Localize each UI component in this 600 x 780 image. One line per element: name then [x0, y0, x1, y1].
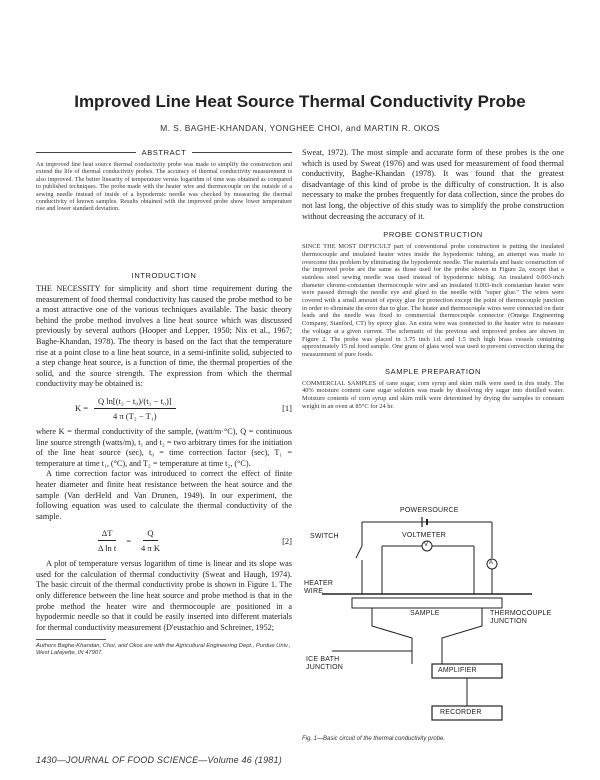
equation-1	[36, 396, 292, 421]
right-column	[302, 148, 564, 411]
equation-2-label: [2]	[282, 535, 292, 546]
label-sample: SAMPLE	[410, 610, 440, 617]
article-authors: M. S. BAGHE-KHANDAN, YONGHEE CHOI, and MARTIN R. OKOS	[160, 123, 440, 133]
label-thermocouple-junction: THERMOCOUPLE JUNCTION	[490, 610, 552, 625]
abstract-rule-left	[36, 152, 136, 153]
equation-1-denominator: 4 π (T₂ − T₁)	[112, 410, 157, 421]
label-switch: SWITCH	[310, 533, 339, 540]
footnote-rule	[36, 639, 106, 640]
left-column	[36, 148, 292, 657]
label-ice-bath-junction: ICE BATH JUNCTION	[306, 656, 343, 671]
equation-1-numerator: Q ln[(t₂ − t₀)/(t₁ − t₀)]	[94, 396, 176, 409]
introduction-paragraph-1: THE NECESSITY for simplicity and short time requirement during the measurement of food thermal conductivity has caused the probe method to be a most attractive one of the various techniques available. The basic theory behind the probe method involves a line heat source which was discussed previously by several authors (Hooper and Lepper, 1950; Nix et al., 1967; Baghe-Khandan, 1978). The theory is based on the fact that the temperature rise at a point close to a line heat source, in a semi-infinite solid, subjected to a step change heat source, is a function of time, the thermal properties of the solid, and the source strength. The expression from which the thermal conductivity may be obtained is:	[36, 284, 292, 389]
label-heater-wire: HEATER WIRE	[304, 580, 334, 595]
label-amplifier: AMPLIFIER	[438, 667, 477, 674]
abstract-rule-right	[192, 152, 292, 153]
abstract-heading-text: ABSTRACT	[141, 148, 187, 157]
introduction-paragraph-4: A plot of temperature versus logarithm of time is linear and its slope was used for the calculation of thermal conductivity (Sweat and Haugh, 1974). The basic circuit of the thermal conductivity probe is shown in Figure 1. The only difference between the line heat source and probe method is that in the probe method the heater wire and thermocouple are positioned in a hypodermic needle so that it could be easily inserted into different materials for thermal conductivity measurement (D'eustachio and Schreiner, 1952;	[36, 559, 292, 632]
sample-preparation-heading: SAMPLE PREPARATION	[385, 366, 481, 376]
equation-2-left-fraction	[94, 528, 120, 553]
thermocouple-lead-2	[442, 608, 482, 664]
sample-preparation-text: COMMERCIAL SAMPLES of cane sugar, corn syrup and skim milk were used in this study. The 40% moisture content cane sugar solution was made by dissolving dry sugar into distilled water. Moisture contents of corn syrup and skim milk were determined by drying the samples to constant weight in an oven at 85°C for 24 hr.	[302, 379, 564, 410]
sample-container	[352, 598, 502, 608]
label-v-symbol: V	[424, 542, 429, 548]
switch-lever	[356, 546, 362, 558]
introduction-paragraph-3: A time correction factor was introduced to correct the effect of finite heater diameter and finite heat resistance between the heat source and the sample (Van derHeld and Van Drunen, 1949). In our experiment, the following equation was used to calculate the thermal conductivity of the sample.	[36, 469, 292, 521]
article-title: Improved Line Heat Source Thermal Conductivity Probe	[74, 92, 526, 111]
equation-2-right-numerator: Q	[143, 528, 157, 541]
equation-1-lhs: K =	[74, 403, 88, 414]
label-voltmeter: VOLTMETER	[402, 532, 447, 539]
label-a-symbol: A	[489, 560, 494, 566]
author-footnote: Authors Baghe-Khandan, Choi, and Okos are with the Agricultural Engineering Dept., Purdue Univ., West Lafayette, IN 47907.	[36, 643, 291, 657]
abstract-heading	[36, 148, 292, 157]
introduction-paragraph-2: where K = thermal conductivity of the sample, (watt/m·°C), Q = continuous line source strength (watts/m), t₁ and t₂ = two arbitrary times for the initiation of the line heat source (sec), t₀ = time correction factor (sec), T₁ = temperature at time t₁, (°C), and T₂ = temperature at time t₂, (°C).	[36, 426, 292, 468]
introduction-continued: Sweat, 1972). The most simple and accurate form of these probes is the one which is used by Sweat (1976) and was used for measurement of food thermal conductivity, Baghe-Khandan (1978). It was found that the greatest disadvantage of this kind of probe is the difficulty of construction. It is also necessary to make the probes frequently for data collection, since the probes do not last long, the objective of this study was to simplify the probe construction without decreasing the accuracy of it.	[302, 148, 564, 221]
label-recorder: RECORDER	[440, 709, 482, 716]
equation-2-left-denominator: Δ ln t	[98, 543, 117, 554]
abstract-text: An improved line heat source thermal conductivity probe was made to simplify the construction and extend the life of thermal conductivity probes. The accuracy of thermal conductivity measurement is also improved. The better linearity of temperature versus logarithm of time was obtained as compared to published techniques. The probe made with the heater wire and thermocouple on the outside of a sewing needle instead of inside of a hypodermic needle was checked by measuring the thermal conductivity of known samples. Results obtained with the improved probe show lower temperature rise and lower standard deviation.	[36, 161, 292, 213]
equation-1-fraction	[94, 396, 176, 421]
equation-2-right-denominator: 4 π K	[141, 543, 160, 554]
thermocouple-lead-1	[372, 608, 412, 664]
figure-1-circuit	[302, 506, 564, 738]
equation-2-right-fraction	[137, 528, 164, 553]
equation-1-label: [1]	[282, 403, 292, 414]
equation-2	[36, 528, 292, 553]
equation-2-equals: =	[126, 535, 132, 546]
probe-construction-text: SINCE THE MOST DIFFICULT part of conventional probe construction is putting the insulated thermocouple and insulated heater wires inside the hypodermic tubing, an attempt was made to overcome this problem by eliminating the hypodermic needle. The materials and basic construction of the improved probe are the same as those used for the probe shown in Figure 2a, except that a stainless steel sewing needle was used instead of hypodermic tubing. An insulated 0.003-inch diameter chrome-constantan thermocouple wire and an insulated 0.003-inch constantan heater wire were passed through the needle eye and glued to the needle with "super glue." The wires were covered with a small amount of epoxy glue for protection except the point of thermocouple junction in order to eliminate the error due to glue. The heater and thermocouple wires were connected on their leads and the needle was fixed to commercial thermocouple connector (Omega Engineering Company, Stanford, CT) by epoxy glue. An extra wire was connected to the heater wire to measure the voltage at a given current. The schematic of the previous and improved probes are shown in Figure 2. The probe was placed in 3.75 inch i.d. and 1.5 inch high brass vessels containing approximately 15 ml food sample. One gram of glass wool was used to prevent convection during the measurement of pure foods.	[302, 243, 564, 358]
probe-construction-heading: PROBE CONSTRUCTION	[383, 230, 483, 240]
equation-2-left-numerator: ΔT	[98, 528, 117, 541]
figure-1-caption: Fig. 1—Basic circuit of the thermal conductivity probe.	[302, 736, 446, 742]
page-footer: 1430—JOURNAL OF FOOD SCIENCE—Volume 46 (1981)	[36, 755, 282, 765]
label-powersource: POWERSOURCE	[400, 507, 459, 514]
introduction-heading: INTRODUCTION	[131, 271, 197, 280]
